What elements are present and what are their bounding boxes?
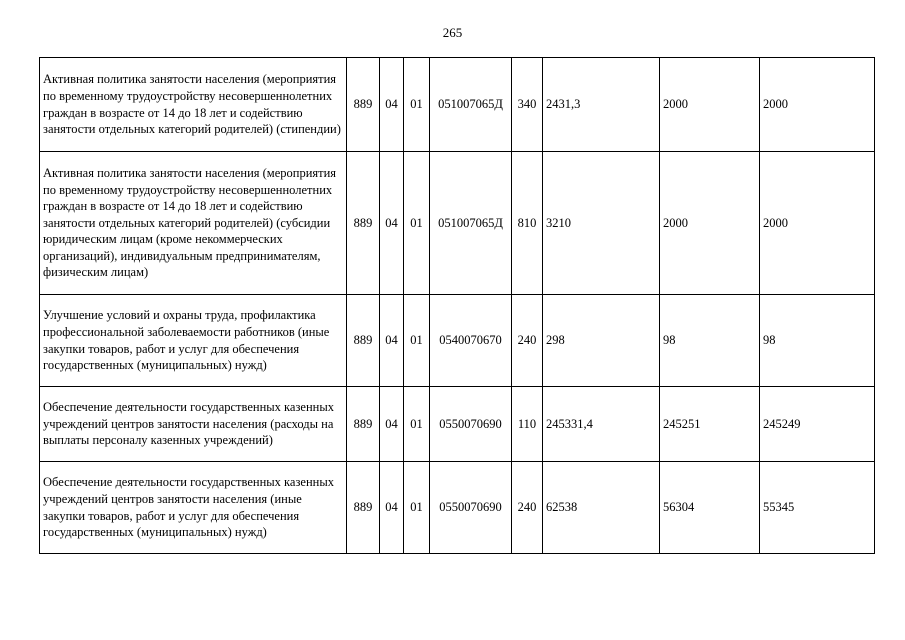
amount-year-1: 298	[543, 295, 660, 387]
expense-name: Улучшение условий и охраны труда, профилактика профессиональной заболеваемости работников (иные закупки товаров, работ и услуг для обеспечения государственных (муниципальных) нужд)	[40, 295, 347, 387]
table-row	[40, 152, 875, 295]
expense-name: Активная политика занятости населения (мероприятия по временному трудоустройству несовершеннолетних граждан в возрасте от 14 до 18 лет и содействию занятости отдельных категорий родителей) (стипендии)	[40, 58, 347, 152]
expense-name: Обеспечение деятельности государственных казенных учреждений центров занятости населения (иные закупки товаров, работ и услуг для обеспечения государственных (муниципальных) нужд)	[40, 462, 347, 554]
page-number: 265	[442, 25, 463, 40]
ministry-code: 889	[347, 295, 380, 387]
target-code: 0550070690	[430, 387, 512, 462]
ministry-code: 889	[347, 58, 380, 152]
subsection-code: 01	[404, 58, 430, 152]
expense-type-code: 240	[512, 295, 543, 387]
amount-year-1: 2431,3	[543, 58, 660, 152]
budget-table	[39, 57, 875, 554]
subsection-code: 01	[404, 152, 430, 295]
expense-name: Активная политика занятости населения (мероприятия по временному трудоустройству несовершеннолетних граждан в возрасте от 14 до 18 лет и содействию занятости отдельных категорий родителей) (субсидии юридическим лицам (кроме некоммерческих организаций), индивидуальным предпринимателям, физическим лицам)	[40, 152, 347, 295]
subsection-code: 01	[404, 295, 430, 387]
target-code: 0550070690	[430, 462, 512, 554]
table-row	[40, 58, 875, 152]
amount-year-2: 56304	[660, 462, 760, 554]
target-code: 051007065Д	[430, 152, 512, 295]
amount-year-2: 98	[660, 295, 760, 387]
expense-type-code: 340	[512, 58, 543, 152]
table-row	[40, 295, 875, 387]
amount-year-3: 245249	[760, 387, 875, 462]
amount-year-2: 2000	[660, 152, 760, 295]
table-row	[40, 387, 875, 462]
expense-name: Обеспечение деятельности государственных казенных учреждений центров занятости населения (расходы на выплаты персоналу казенных учреждений)	[40, 387, 347, 462]
amount-year-3: 55345	[760, 462, 875, 554]
amount-year-1: 3210	[543, 152, 660, 295]
amount-year-1: 245331,4	[543, 387, 660, 462]
expense-type-code: 810	[512, 152, 543, 295]
ministry-code: 889	[347, 387, 380, 462]
expense-type-code: 240	[512, 462, 543, 554]
amount-year-1: 62538	[543, 462, 660, 554]
amount-year-2: 2000	[660, 58, 760, 152]
ministry-code: 889	[347, 152, 380, 295]
target-code: 051007065Д	[430, 58, 512, 152]
section-code: 04	[380, 462, 404, 554]
amount-year-3: 98	[760, 295, 875, 387]
subsection-code: 01	[404, 462, 430, 554]
amount-year-3: 2000	[760, 152, 875, 295]
section-code: 04	[380, 387, 404, 462]
amount-year-2: 245251	[660, 387, 760, 462]
section-code: 04	[380, 295, 404, 387]
table-row	[40, 462, 875, 554]
expense-type-code: 110	[512, 387, 543, 462]
section-code: 04	[380, 152, 404, 295]
amount-year-3: 2000	[760, 58, 875, 152]
section-code: 04	[380, 58, 404, 152]
target-code: 0540070670	[430, 295, 512, 387]
ministry-code: 889	[347, 462, 380, 554]
subsection-code: 01	[404, 387, 430, 462]
